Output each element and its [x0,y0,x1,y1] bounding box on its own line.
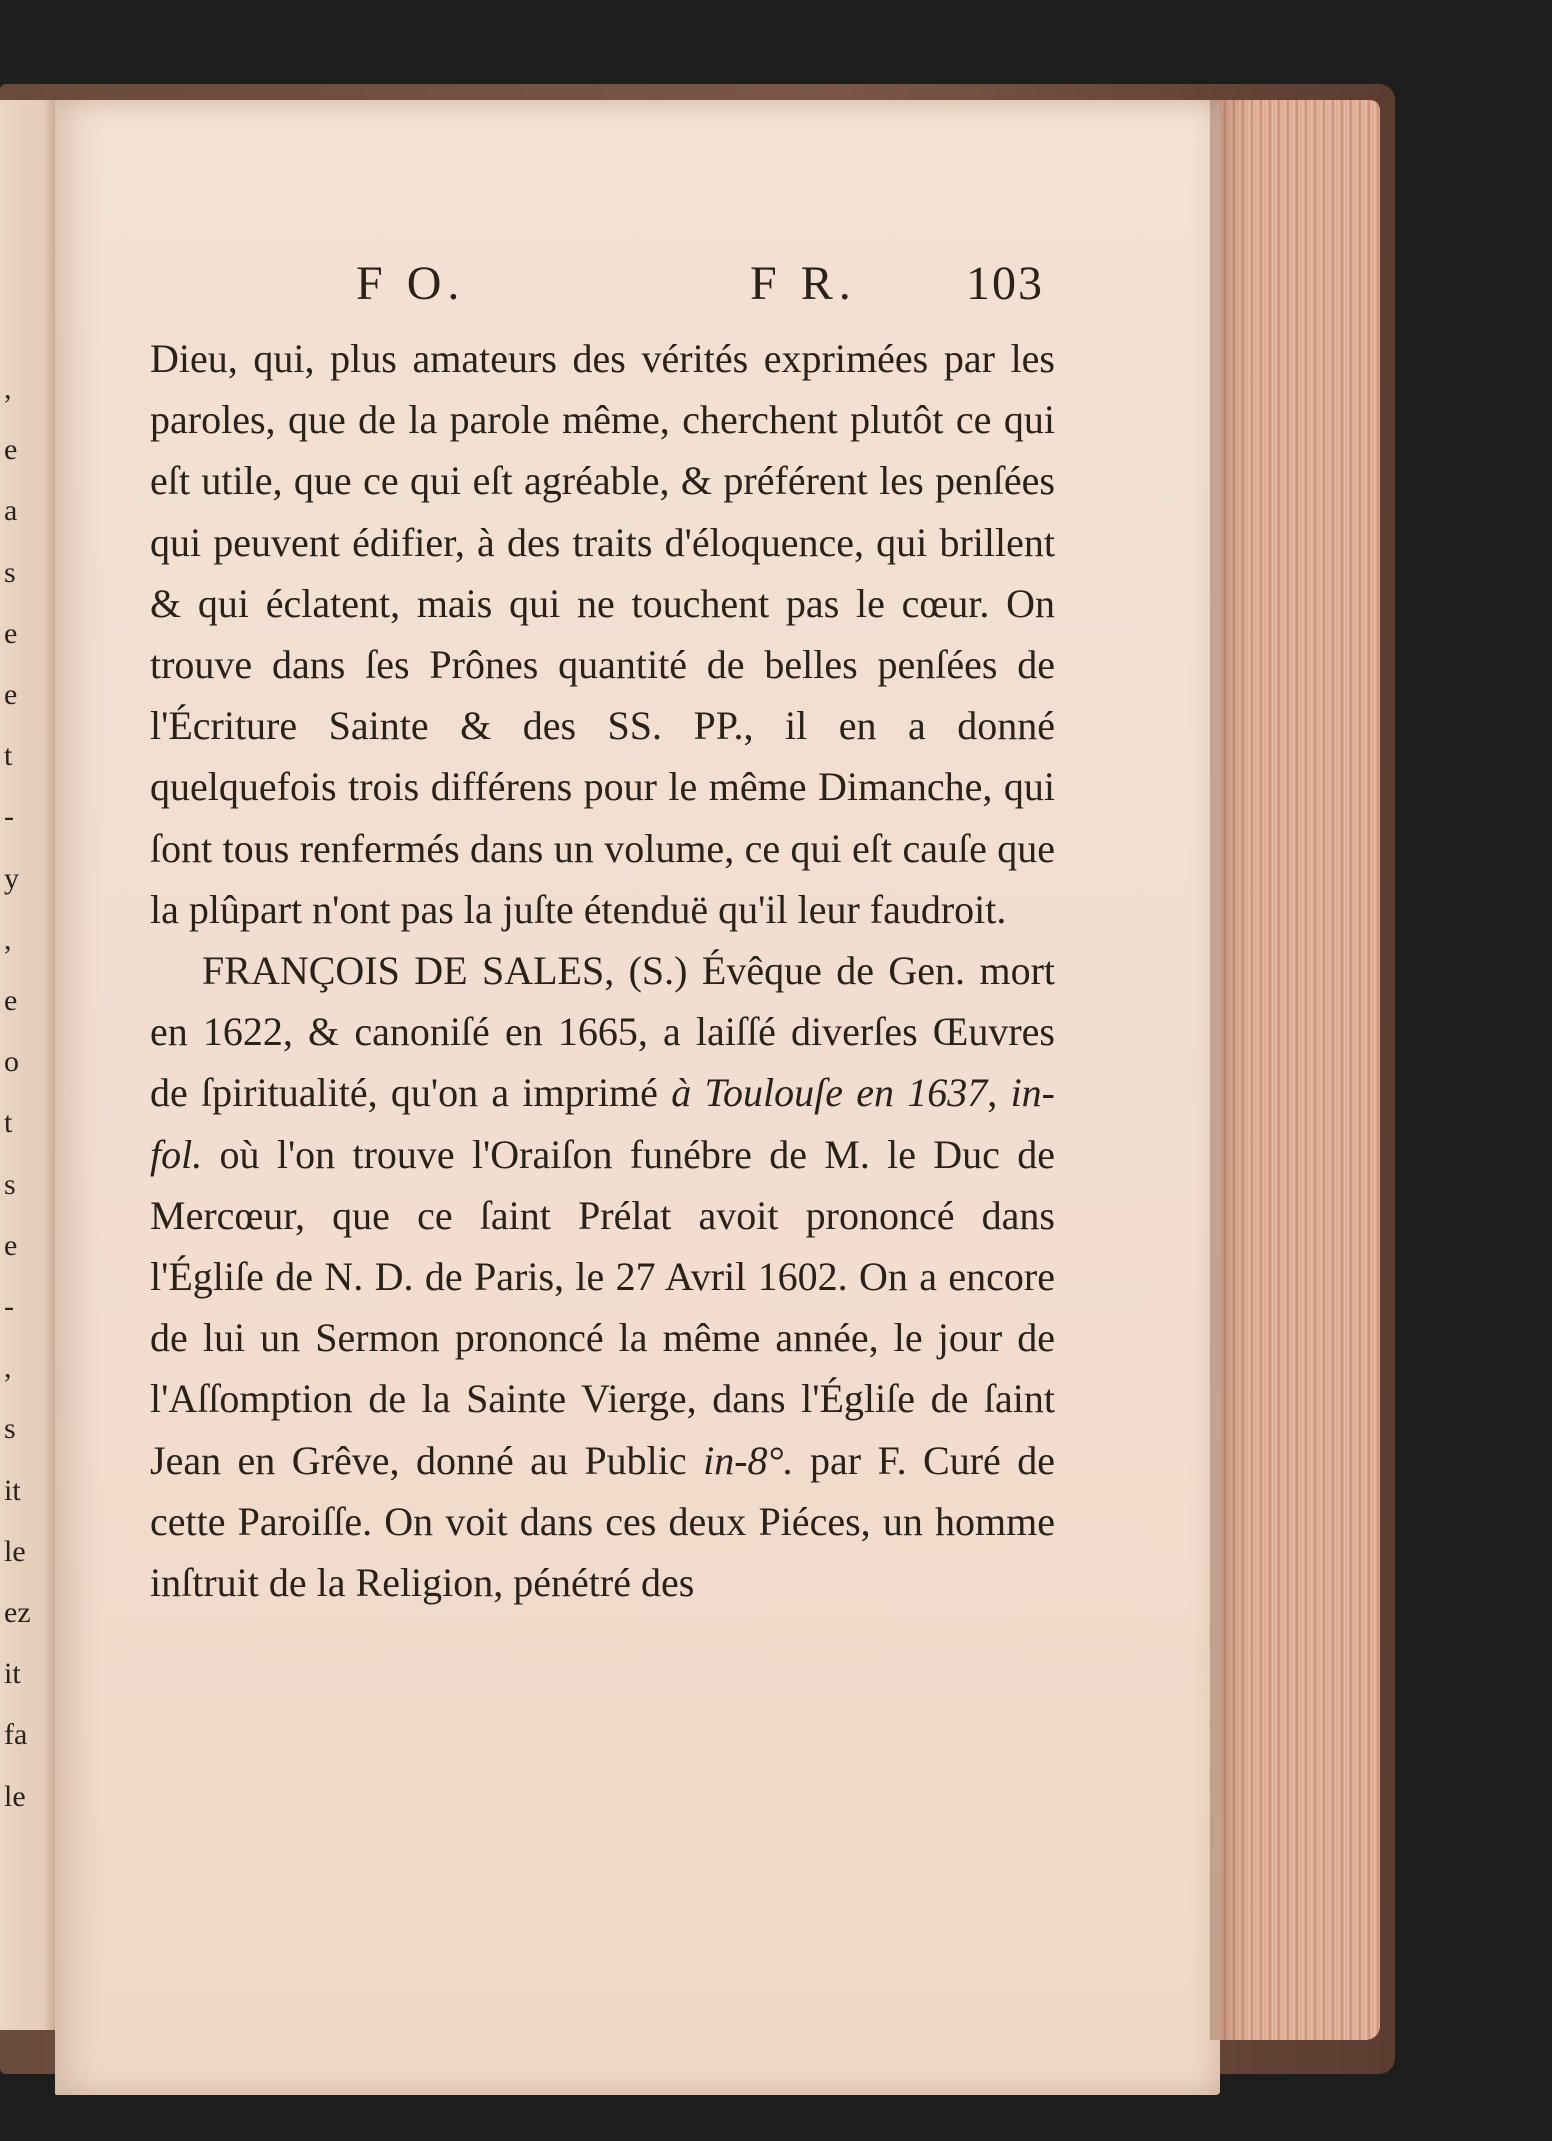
left-page-fragment: a [4,494,18,528]
left-page-fragment: s [4,1412,16,1446]
left-page-fragment: y [4,861,19,895]
page-edge-shadow [1210,100,1250,2040]
running-head [0,256,1552,316]
left-page-fragment: s [4,1167,16,1201]
left-page-fragment: - [4,800,14,834]
paragraph-1: Dieu, qui, plus amateurs des vérités exprimées par les paroles, que de la parole même, cherchent plutôt ce qui eſt utile, que ce qui eſt agréable, & préférent les penſées qui peuvent édifier, à des traits d'éloquence, qui brillent & qui éclatent, mais qui ne touchent pas le cœur. On trouve dans ſes Prônes quantité de belles penſées de l'Écriture Sainte & des SS. PP., il en a donné quelquefois trois différens pour le même Dimanche, qui ſont tous renfermés dans un volume, ce qui eſt cauſe que la plûpart n'ont pas la juſte étenduë qu'il leur faudroit. [150,336,1055,932]
page-number: 103 [966,257,1044,310]
left-page-fragment: , [4,1351,12,1385]
left-page-fragment: , [4,922,12,956]
left-page-fragment: t [4,739,13,773]
left-page-fragment: e [4,433,18,467]
running-head-left: F O. [356,257,466,310]
left-facing-page [0,100,62,2030]
left-page-fragment: s [4,555,16,589]
left-page-fragment: ez [4,1596,31,1629]
left-page-fragment: le [4,1779,26,1813]
left-page-fragment: e [4,616,18,650]
left-page-fragment: t [4,1106,13,1140]
left-page-fragment: fa [4,1718,28,1752]
left-page-fragment: e [4,678,18,711]
left-page-fragment: le [4,1534,26,1568]
left-page-fragment: it [4,1657,21,1691]
left-page-fragment: o [4,1045,19,1079]
paragraph-2: FRANÇOIS DE SALES, (S.) Évêque de Gen. mort en 1622, & canoniſé en 1665, a laiſſé diverſes Œuvres de ſpiritualité, qu'on a imprimé à Toulouſe en 1637, in-fol. où l'on trouve l'Oraiſon funébre de M. le Duc de Mercœur, que ce ſaint Prélat avoit prononcé dans l'Égliſe de N. D. de Paris, le 27 Avril 1602. On a encore de lui un Sermon prononcé la même année, le jour de l'Aſſomption de la Sainte Vierge, dans l'Égliſe de ſaint Jean en Grêve, donné au Public in-8°. par F. Curé de cette Paroiſſe. On voit dans ces deux Piéces, un homme inſtruit de la Religion, pénétré des [150,948,1056,1606]
left-page-fragment: , [4,372,12,405]
running-head-right: F R. [750,257,857,310]
left-page-fragment: it [4,1473,21,1507]
left-page-fragment: e [4,984,18,1017]
left-page-fragment: e [4,1228,18,1262]
left-page-fragment: - [4,1290,14,1323]
body-text [150,328,1055,1613]
